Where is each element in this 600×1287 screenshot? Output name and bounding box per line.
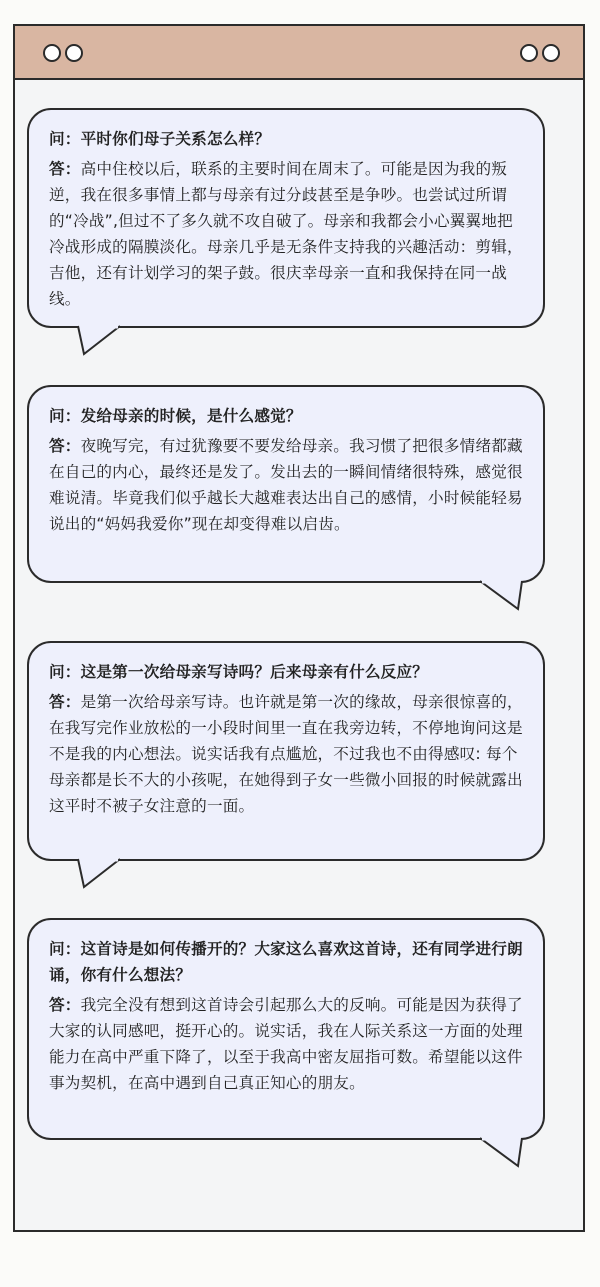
circle-icon — [520, 44, 538, 62]
circle-icon — [542, 44, 560, 62]
question-label: 问： — [49, 663, 81, 681]
speech-bubble — [27, 385, 545, 583]
answer-label: 答： — [49, 160, 81, 178]
answer-label: 答： — [49, 693, 81, 711]
question-content: 这首诗是如何传播开的？大家这么喜欢这首诗，还有同学进行朗诵，你有什么想法？ — [49, 940, 523, 984]
speech-bubble — [27, 108, 545, 328]
speech-tail-right — [476, 580, 526, 612]
speech-tail-left — [76, 858, 126, 890]
speech-tail-left — [76, 325, 126, 357]
question-text — [49, 936, 523, 988]
answer-text — [49, 689, 523, 819]
speech-bubble — [27, 641, 545, 861]
circle-icon — [65, 44, 83, 62]
question-content: 这是第一次给母亲写诗吗？后来母亲有什么反应？ — [80, 663, 429, 681]
answer-content: 我完全没有想到这首诗会引起那么大的反响。可能是因为获得了大家的认同感吧，挺开心的。说实话，我在人际关系这一方面的处理能力在高中严重下降了，以至于我高中密友屈指可数。希望能以这件事为契机，在高中遇到自己真正知心的朋友。 — [49, 996, 523, 1092]
speech-bubble — [27, 918, 545, 1140]
answer-label: 答： — [49, 996, 81, 1014]
answer-text — [49, 156, 523, 312]
question-text — [49, 659, 523, 685]
answer-label: 答： — [49, 437, 81, 455]
question-content: 平时你们母子关系怎么样？ — [80, 130, 271, 148]
window-titlebar — [15, 26, 583, 80]
circle-icon — [43, 44, 61, 62]
question-text — [49, 126, 523, 152]
question-label: 问： — [49, 940, 81, 958]
answer-content: 是第一次给母亲写诗。也许就是第一次的缘故，母亲很惊喜的，在我写完作业放松的一小段时间里一直在我旁边转，不停地询问这是不是我的内心想法。说实话我有点尴尬，不过我也不由得感叹: 每个母亲都是长不大的小孩呢，在她得到子女一些微小回报的时候就露出这平时不被子女注意的一面。 — [49, 693, 523, 815]
question-text — [49, 403, 523, 429]
question-content: 发给母亲的时候，是什么感觉？ — [80, 407, 302, 425]
answer-text — [49, 992, 523, 1096]
answer-content: 夜晚写完，有过犹豫要不要发给母亲。我习惯了把很多情绪都藏在自己的内心，最终还是发了。发出去的一瞬间情绪很特殊，感觉很难说清。毕竟我们似乎越长大越难表达出自己的感情，小时候能轻易说出的“妈妈我爱你”现在却变得难以启齿。 — [49, 437, 523, 533]
question-label: 问： — [49, 130, 81, 148]
question-label: 问： — [49, 407, 81, 425]
speech-tail-right — [476, 1137, 526, 1169]
answer-text — [49, 433, 523, 537]
answer-content: 高中住校以后，联系的主要时间在周末了。可能是因为我的叛逆，我在很多事情上都与母亲有过分歧甚至是争吵。也尝试过所谓的“冷战”,但过不了多久就不攻自破了。母亲和我都会小心翼翼地把冷战形成的隔膜淡化。母亲几乎是无条件支持我的兴趣活动：剪辑，吉他，还有计划学习的架子鼓。很庆幸母亲一直和我保持在同一战线。 — [49, 160, 523, 308]
